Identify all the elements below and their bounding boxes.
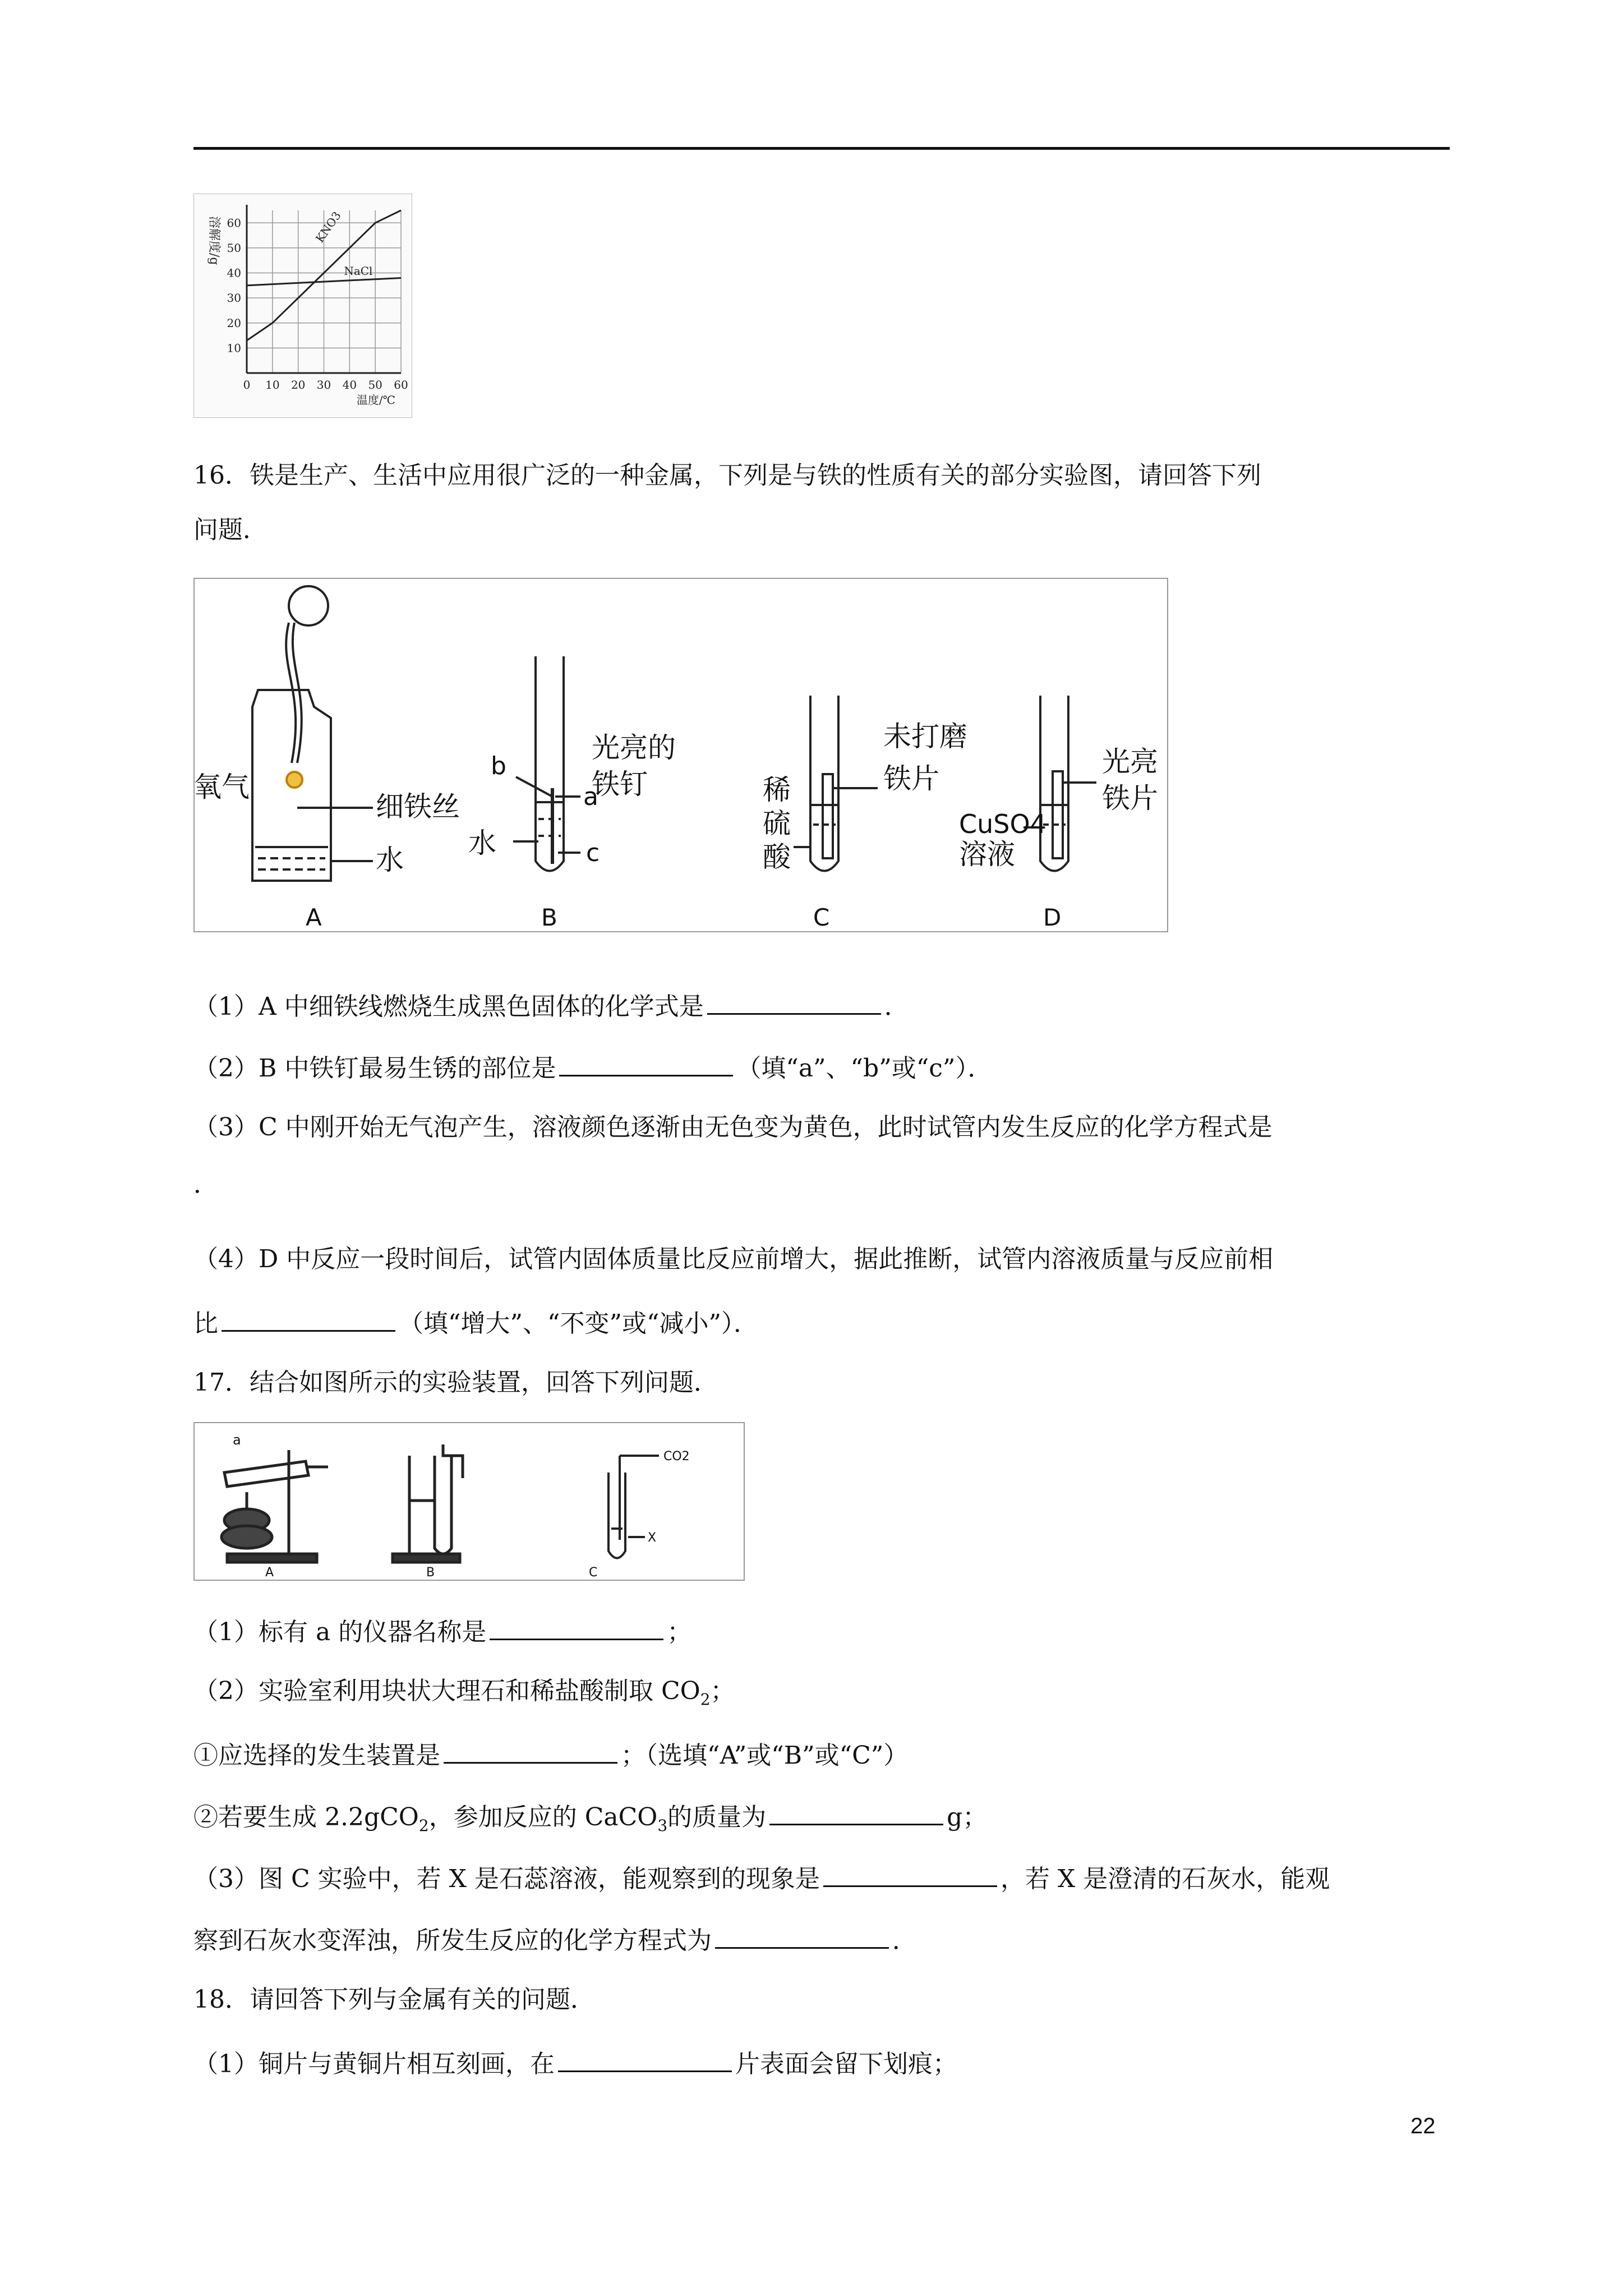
label-unpolished-2: 铁片 xyxy=(883,762,939,795)
answer-blank-17-2[interactable] xyxy=(444,1736,617,1764)
label-dilute-1: 稀 xyxy=(763,774,791,806)
series-label-NaCl: NaCl xyxy=(344,264,373,278)
label-a-point: a xyxy=(583,783,598,811)
x-tick-label: 50 xyxy=(368,378,382,392)
series-label-KNO3: KNO3 xyxy=(312,209,344,245)
label-water-a: 水 xyxy=(376,844,404,876)
q16-stem-line1: 16．铁是生产、生活中应用很广泛的一种金属，下列是与铁的性质有关的部分实验图，请回答下列 xyxy=(193,461,1261,490)
x-tick-label: 60 xyxy=(394,378,408,392)
label-water-b: 水 xyxy=(468,827,496,859)
label-solution: 溶液 xyxy=(959,838,1015,871)
x-tick-label: 40 xyxy=(342,378,357,392)
q17-part3-line2: 察到石灰水变浑浊，所发生反应的化学方程式为 ． xyxy=(193,1921,1450,1958)
x-tick-label: 10 xyxy=(265,378,280,392)
q16-part3-line2: ． xyxy=(193,1170,218,1199)
label-b-point: b xyxy=(491,752,506,780)
answer-blank-17-4[interactable] xyxy=(823,1860,997,1887)
y-tick-label: 10 xyxy=(227,341,241,355)
q16-part3-line1: （3）C 中刚开始无气泡产生，溶液颜色逐渐由无色变为黄色，此时试管内发生反应的化学方程式是 xyxy=(193,1113,1272,1142)
caption-b: B xyxy=(541,904,557,931)
answer-blank-16-4[interactable] xyxy=(222,1304,395,1332)
page-number: 22 xyxy=(1410,2114,1436,2138)
caption-a: A xyxy=(306,904,322,931)
answer-blank-16-1[interactable] xyxy=(707,987,881,1015)
q16-part4-line2: 比 （填“增大”、“不变”或“减小”）． xyxy=(193,1304,1450,1341)
x-tick-label: 30 xyxy=(316,378,331,392)
x-axis-label: 温度/℃ xyxy=(356,393,395,407)
label-oxygen: 氧气 xyxy=(193,771,250,803)
caption-c: C xyxy=(813,904,830,931)
co2-apparatus-figure xyxy=(193,1422,746,1582)
label-cuso4: CuSO4 xyxy=(959,809,1046,839)
label-dilute-3: 酸 xyxy=(763,841,791,873)
header-rule xyxy=(193,147,1450,150)
label-co2: CO2 xyxy=(663,1450,690,1464)
iron-experiment-figure xyxy=(193,578,1169,934)
q16-part2: （2）B 中铁钉最易生锈的部位是 （填“a”、“b”或“c”）． xyxy=(193,1049,1450,1085)
q17-sub1: ①应选择的发生装置是 ；（选填“A”或“B”或“C”） xyxy=(193,1736,1450,1773)
label-unpolished-1: 未打磨 xyxy=(883,720,967,753)
q17-part2: （2）实验室利用块状大理石和稀盐酸制取 $CO_2$； xyxy=(193,1677,735,1709)
y-tick-label: 60 xyxy=(227,216,241,230)
q17-sub2: ②若要生成 2.2gCO$_2$，参加反应的 CaCO$_3$的质量为 g； xyxy=(193,1798,1450,1843)
answer-blank-17-3[interactable] xyxy=(769,1798,943,1825)
y-tick-label: 50 xyxy=(227,241,241,255)
caption-a: A xyxy=(265,1566,274,1580)
label-c-point: c xyxy=(586,839,600,867)
q16-part4-line1: （4）D 中反应一段时间后，试管内固体质量比反应前增大，据此推断，试管内溶液质量与反应前相 xyxy=(193,1245,1274,1273)
label-x: X xyxy=(648,1531,657,1545)
y-tick-label: 30 xyxy=(227,291,241,305)
q16-part1: （1）A 中细铁线燃烧生成黑色固体的化学式是 ． xyxy=(193,987,1450,1024)
q17-stem: 17．结合如图所示的实验装置，回答下列问题． xyxy=(193,1368,718,1397)
x-tick-label: 20 xyxy=(291,378,306,392)
label-a-instrument: a xyxy=(233,1432,241,1448)
label-shiny-nail-1: 光亮的 xyxy=(592,731,676,764)
answer-blank-17-5[interactable] xyxy=(715,1921,889,1949)
caption-b: B xyxy=(426,1566,435,1580)
q17-part1: （1）标有 a 的仪器名称是 ； xyxy=(193,1613,1450,1649)
q16-stem-line2: 问题． xyxy=(193,516,268,544)
solubility-chart xyxy=(193,194,412,418)
answer-blank-16-2[interactable] xyxy=(559,1049,733,1076)
label-dilute-2: 硫 xyxy=(763,807,791,840)
answer-blank-17-1[interactable] xyxy=(490,1613,663,1640)
q17-part3-line1: （3）图 C 实验中，若 X 是石蕊溶液，能观察到的现象是 ，若 X 是澄清的石灰水，能观 xyxy=(193,1860,1450,1896)
x-tick-label: 0 xyxy=(243,378,251,392)
caption-c: C xyxy=(589,1566,598,1580)
label-fine-iron-wire: 细铁丝 xyxy=(376,790,460,823)
y-tick-label: 40 xyxy=(227,266,241,280)
y-tick-label: 20 xyxy=(227,316,241,330)
answer-blank-18-1[interactable] xyxy=(558,2045,732,2072)
q18-stem: 18．请回答下列与金属有关的问题． xyxy=(193,1985,595,2014)
label-shiny-nail-2: 铁钉 xyxy=(592,768,648,800)
label-shiny-sheet-1: 光亮 xyxy=(1102,746,1158,778)
q18-part1: （1）铜片与黄铜片相互刻画，在 片表面会留下划痕； xyxy=(193,2045,1450,2081)
caption-d: D xyxy=(1043,904,1062,931)
label-shiny-sheet-2: 铁片 xyxy=(1102,782,1158,815)
y-axis-label: 溶解度/g xyxy=(207,216,221,265)
